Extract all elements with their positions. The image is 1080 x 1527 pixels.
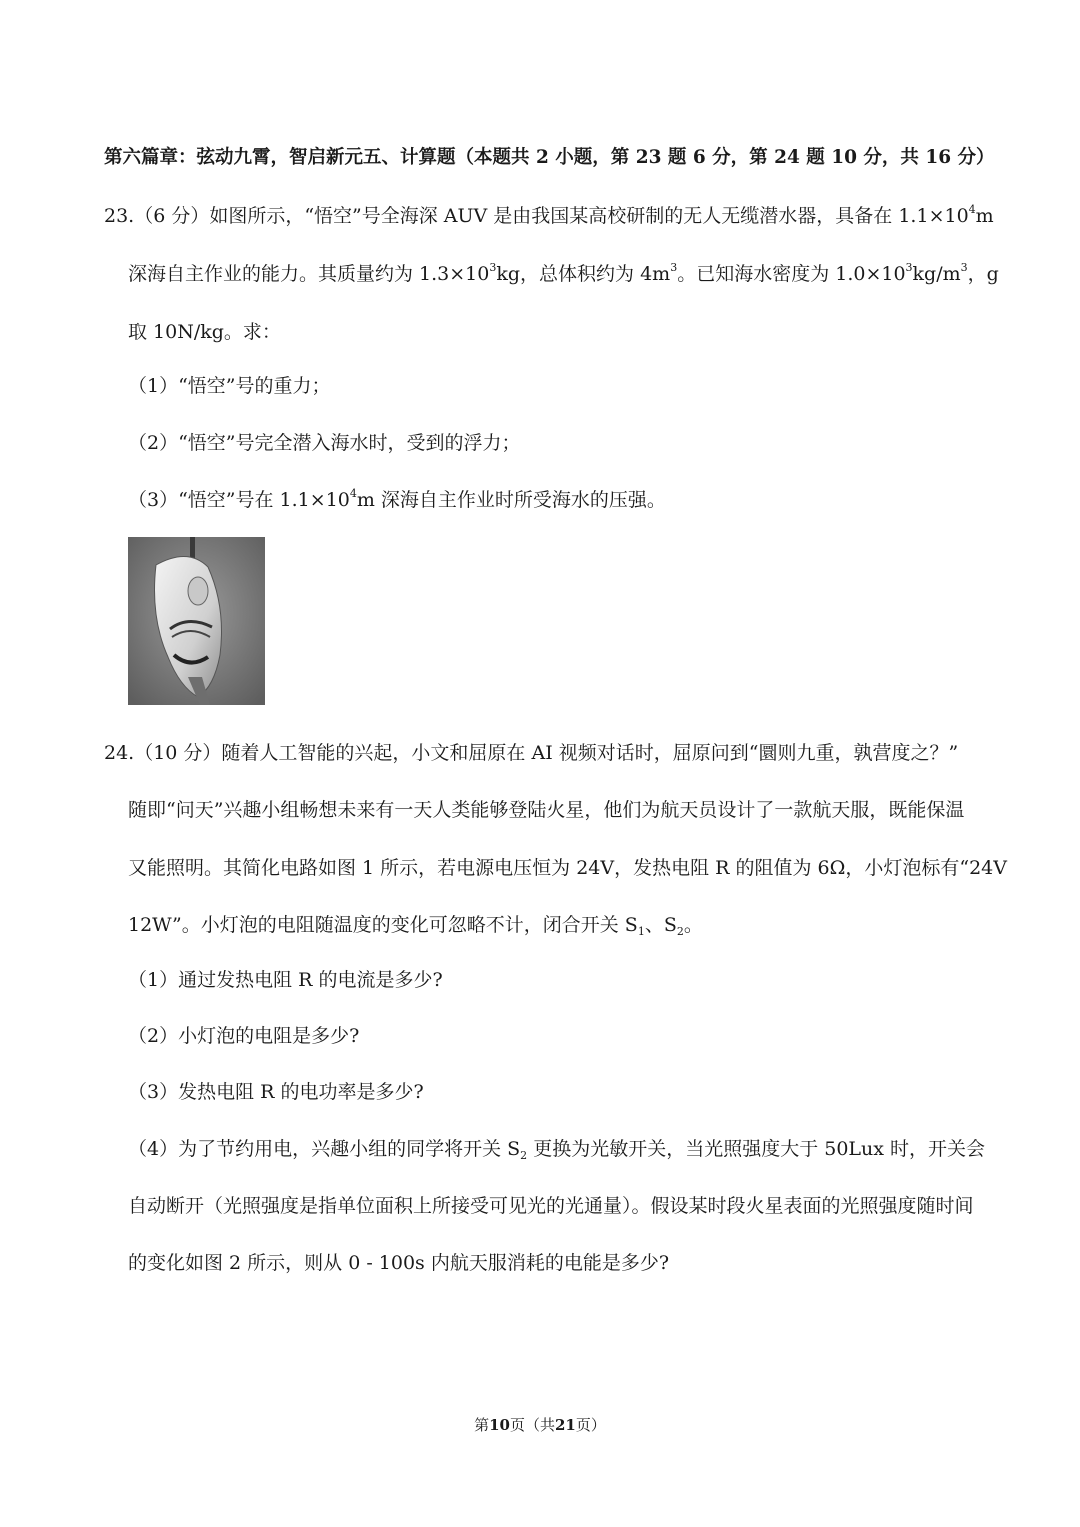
section-heading: 第六篇章：弦动九霄，智启新元五、计算题（本题共 2 小题，第 23 题 6 分，第 24 题 10 分，共 16 分） <box>104 147 995 168</box>
q24-subquestion-2: （2）小灯泡的电阻是多少? <box>128 1025 360 1047</box>
q24-line-1: 24.（10 分）随着人工智能的兴起，小文和屈原在 AI 视频对话时，屈原问到“圜则九重，孰营度之？” <box>104 742 959 764</box>
q23-line-2: 深海自主作业的能力。其质量约为 $1.3\times 10^3kg$，总体积约为 $4m^3$。已知海水密度为 $1.0\times 10^3kg/m^3$，g <box>128 261 999 285</box>
q23-subquestion-2: （2）“悟空”号完全潜入海水时，受到的浮力； <box>128 432 521 454</box>
q24-subquestion-4-line-3: 的变化如图 2 所示，则从 0 - 100s 内航天服消耗的电能是多少? <box>128 1252 670 1274</box>
q24-subquestion-3: （3）发热电阻 R 的电功率是多少? <box>128 1081 424 1103</box>
page-number: 10 <box>489 1416 510 1434</box>
q23-subquestion-3: （3）“悟空”号在 $1.1\times 10^4m$ 深海自主作业时所受海水的压强。 <box>128 487 666 511</box>
q23-subquestion-1: （1）“悟空”号的重力； <box>128 375 331 397</box>
auv-photo <box>128 537 265 705</box>
q24-line-4: 12W”。小灯泡的电阻随温度的变化可忽略不计，闭合开关 $S_1$、$S_2$。 <box>128 914 703 938</box>
q23-line-3: 取 10N/kg。求： <box>128 321 281 343</box>
q24-subquestion-4-line-2: 自动断开（光照强度是指单位面积上所接受可见光的光通量）。假设某时段火星表面的光照强度随时间 <box>128 1195 974 1217</box>
q24-subquestion-4: （4）为了节约用电，兴趣小组的同学将开关 $S_2$ 更换为光敏开关，当光照强度大于 50Lux 时，开关会 <box>128 1138 986 1162</box>
auv-photo-graphic <box>128 537 265 705</box>
page-footer: 第10页（共21页） <box>474 1416 606 1434</box>
q23-line-1: 23.（6 分）如图所示，“悟空”号全海深 AUV 是由我国某高校研制的无人无缆潜水器，具备在 $1.1\times 10^4m$ <box>104 203 994 227</box>
q24-subquestion-1: （1）通过发热电阻 R 的电流是多少? <box>128 969 443 991</box>
q24-line-2: 随即“问天”兴趣小组畅想未来有一天人类能够登陆火星，他们为航天员设计了一款航天服，既能保温 <box>128 799 965 821</box>
q24-line-3: 又能照明。其简化电路如图 1 所示，若电源电压恒为 24V，发热电阻 R 的阻值为 6Ω，小灯泡标有“24V <box>128 857 1007 879</box>
total-pages: 21 <box>555 1416 576 1434</box>
